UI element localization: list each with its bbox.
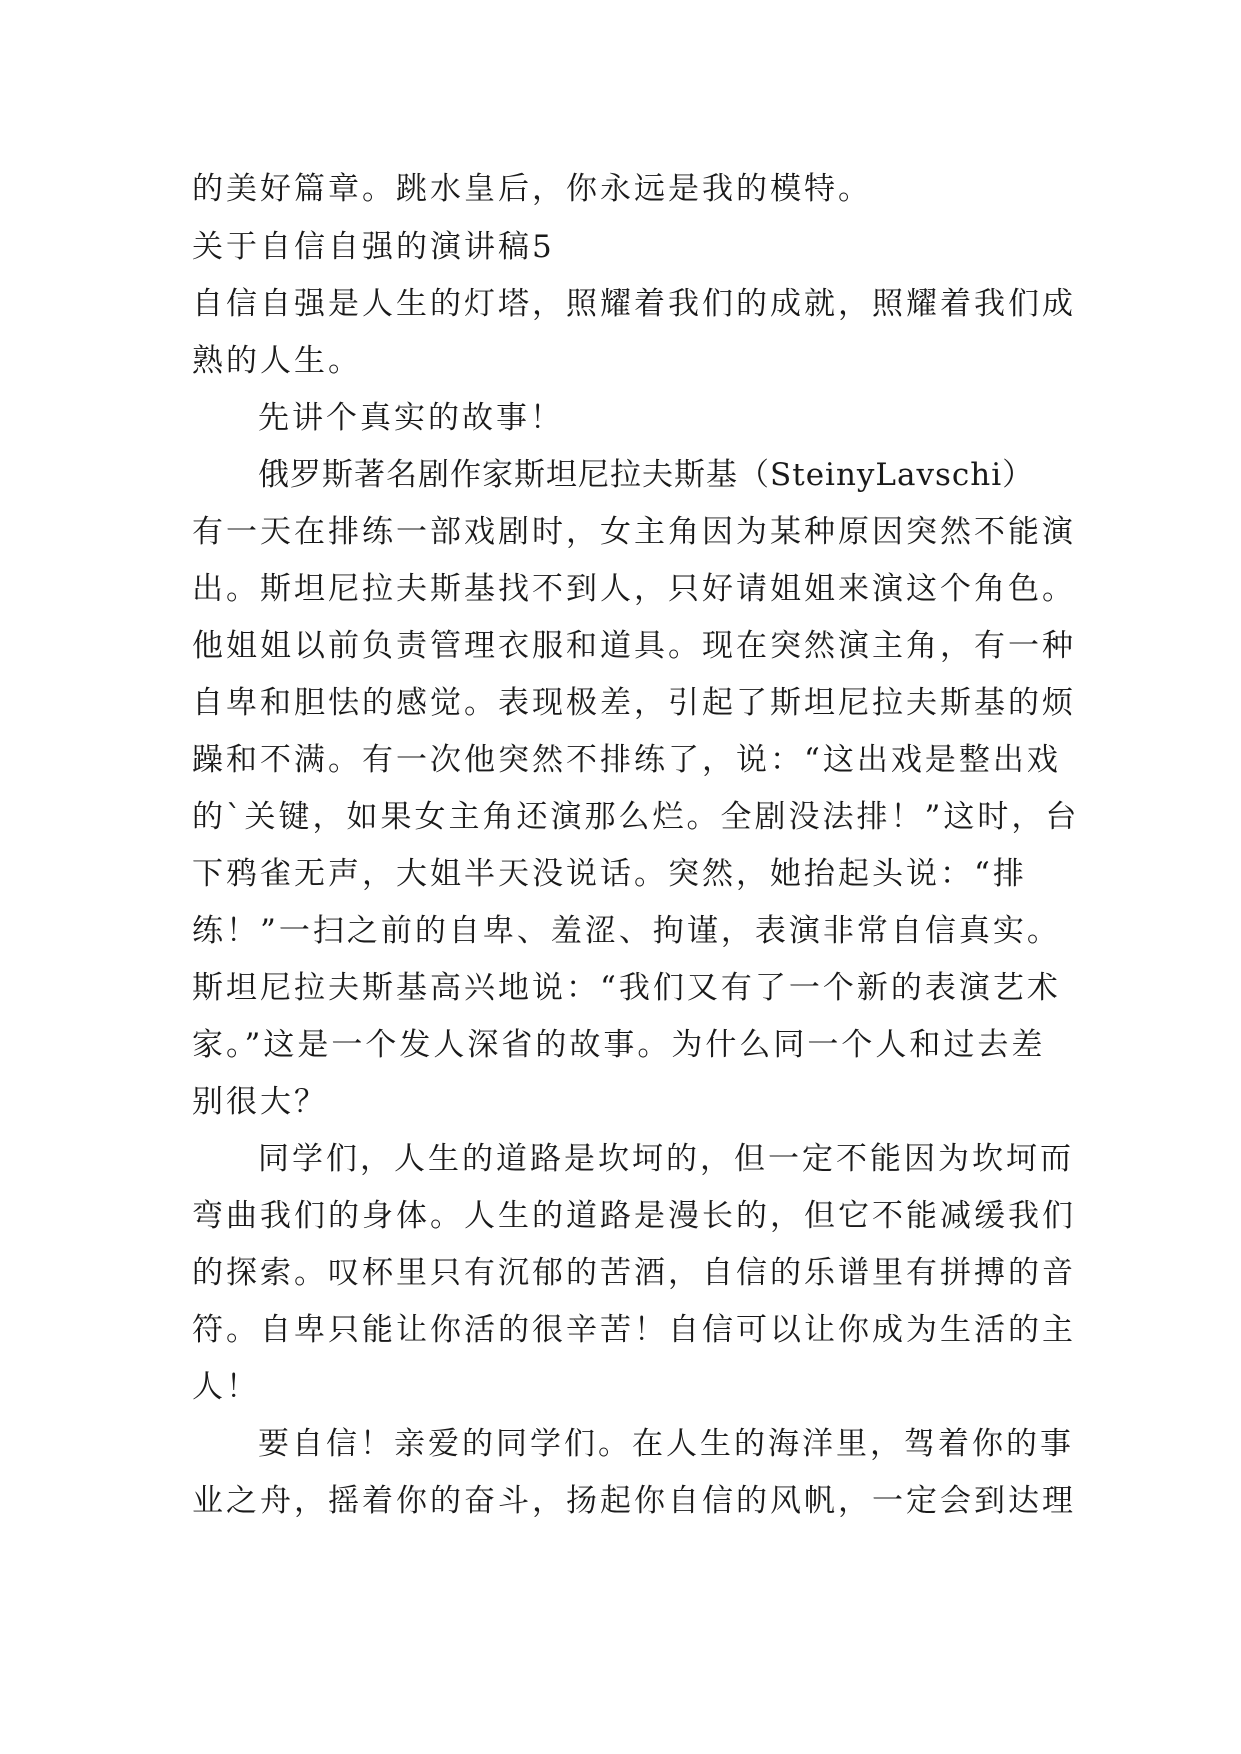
text-line: 业之舟，摇着你的奋斗，扬起你自信的风帆，一定会到达理 — [192, 1483, 1076, 1519]
text-line: 弯曲我们的身体。人生的道路是漫长的，但它不能减缓我们 — [192, 1198, 1076, 1234]
text-line: 下鸦雀无声，大姐半天没说话。突然，她抬起头说：“排 — [192, 856, 1027, 892]
text-line: 躁和不满。有一次他突然不排练了，说：“这出戏是整出戏 — [192, 742, 1061, 778]
text-line: 练！”一扫之前的自卑、羞涩、拘谨，表演非常自信真实。 — [192, 913, 1061, 949]
text-line: 要自信！亲爱的同学们。在人生的海洋里，驾着你的事 — [258, 1426, 1074, 1462]
text-line: 的探索。叹杯里只有沉郁的苦酒，自信的乐谱里有拼搏的音 — [192, 1255, 1076, 1291]
text-line: 自信自强是人生的灯塔，照耀着我们的成就，照耀着我们成 — [192, 286, 1076, 322]
text-line: 同学们，人生的道路是坎坷的，但一定不能因为坎坷而 — [258, 1141, 1074, 1177]
text-line: 别很大？ — [192, 1084, 328, 1120]
text-line: 的美好篇章。跳水皇后，你永远是我的模特。 — [192, 171, 872, 207]
text-line: 自卑和胆怯的感觉。表现极差，引起了斯坦尼拉夫斯基的烦 — [192, 685, 1076, 721]
text-line: 家。”这是一个发人深省的故事。为什么同一个人和过去差 — [192, 1027, 1046, 1063]
text-line: 有一天在排练一部戏剧时，女主角因为某种原因突然不能演 — [192, 514, 1076, 550]
text-line: 出。斯坦尼拉夫斯基找不到人，只好请姐姐来演这个角色。 — [192, 571, 1076, 607]
text-line: 符。自卑只能让你活的很辛苦！自信可以让你成为生活的主 — [192, 1312, 1076, 1348]
text-line: 人！ — [192, 1369, 260, 1405]
section-heading: 关于自信自强的演讲稿5 — [192, 229, 555, 265]
text-line: 先讲个真实的故事！ — [258, 400, 564, 436]
text-line: 他姐姐以前负责管理衣服和道具。现在突然演主角，有一种 — [192, 628, 1076, 664]
text-line: 斯坦尼拉夫斯基高兴地说：“我们又有了一个新的表演艺术 — [192, 970, 1061, 1006]
text-line: 的`关键，如果女主角还演那么烂。全剧没法排！”这时，台 — [192, 799, 1080, 835]
text-line: 熟的人生。 — [192, 343, 362, 379]
text-line: 俄罗斯著名剧作家斯坦尼拉夫斯基（SteinyLavschi） — [258, 457, 1035, 493]
